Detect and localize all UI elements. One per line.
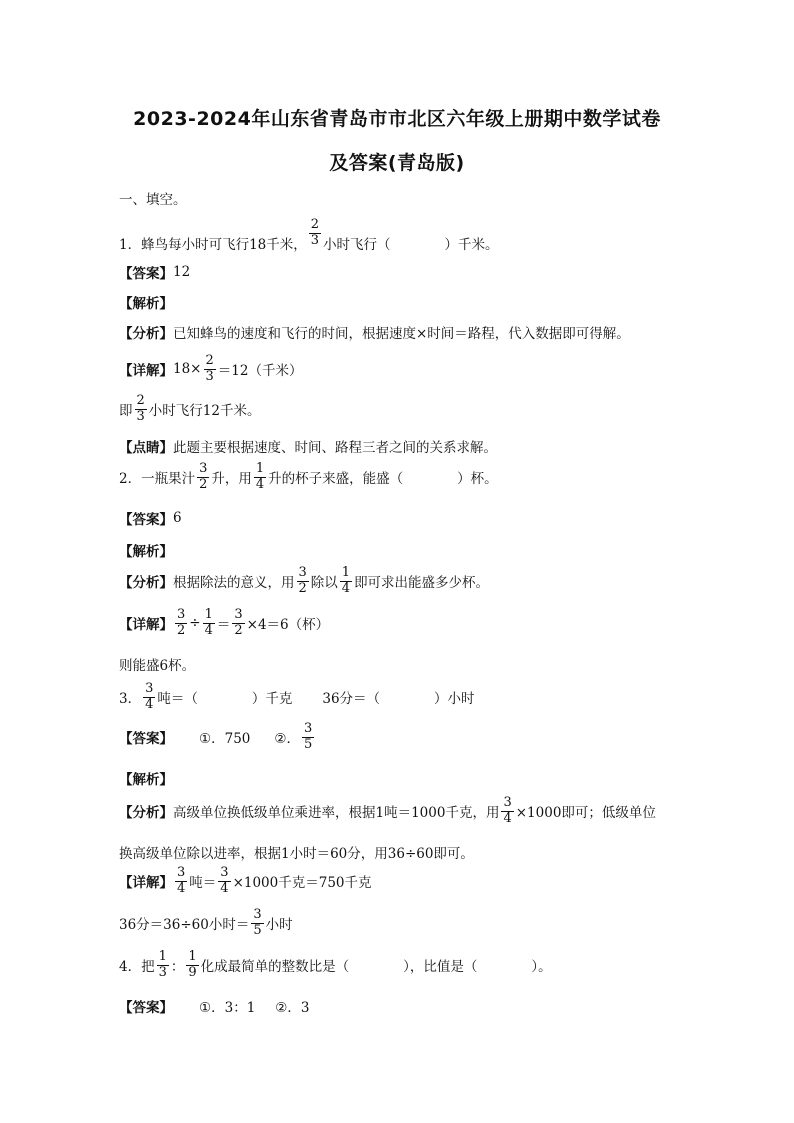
q2-f1-den: 2 [199,476,208,492]
q3-detail-line2 [119,908,293,939]
q3-line2-a: 36分＝36÷60小时＝ [119,917,250,934]
q3-ans-fraction [302,722,314,753]
fenxi-label: 【分析】 [119,575,173,592]
section-heading: 一、填空。 [119,192,187,208]
q2-detail-fraction-1 [175,608,187,639]
q3-line2-b: 小时 [265,917,293,934]
q3-af-num: 3 [303,721,313,736]
q2-f2-den: 4 [255,476,265,492]
q2-fenxi-b: 除以 [310,575,338,592]
q3-fenxi-b: ×1000即可；低级单位 [515,805,656,822]
q3-ans-2: ②． [274,731,300,748]
q2-fenxi-fraction-2 [340,566,352,597]
q4-prefix: 4．把 [119,959,155,976]
q3-af-den: 5 [303,736,313,752]
fenxi-label: 【分析】 [119,805,173,822]
q2-detail-fraction-3 [232,608,244,639]
q4-f2-num: 1 [188,949,197,964]
analysis-label: 【解析】 [119,296,173,312]
q1-line2-fraction [135,394,147,425]
answer-label: 【答案】 [119,731,173,748]
fenxi-label: 【分析】 [119,326,173,342]
q1-detail-b: ＝12（千米） [217,363,303,380]
q2-detail [119,608,329,639]
q2-detail-line2: 则能盛6杯。 [119,658,196,674]
q2-fraction-1 [197,462,209,493]
q3-df1-den: 4 [177,880,186,896]
answer-label: 【答案】 [119,512,173,528]
q2-ff2-den: 4 [341,580,351,596]
q2-ff1-den: 2 [298,580,307,596]
q3-detail [119,866,372,897]
q1-suffix: 小时飞行（ ）千米。 [323,237,499,254]
q3-fenxi-a: 高级单位换低级单位乘进率，根据1吨＝1000千克，用 [173,805,500,822]
q1-detail-line2 [119,394,260,425]
q4-suffix: 化成最简单的整数比是（ ），比值是（ ）。 [200,959,552,976]
xiangjie-label: 【详解】 [119,363,173,380]
q3-f1-num: 3 [145,681,154,696]
q2-f2-num: 1 [255,461,265,476]
q4-f1-num: 1 [158,949,167,964]
q2-suffix: 升的杯子来盛，能盛（ ）杯。 [268,471,498,488]
q1-f1-den: 3 [310,232,320,248]
q3-df2-den: 4 [220,880,229,896]
q3-line2-fraction [251,908,263,939]
q1-fenxi-text: 已知蜂鸟的速度和飞行的时间，根据速度×时间＝路程，代入数据即可得解。 [173,326,630,342]
q3-ff-den: 4 [503,810,512,826]
q1-fenxi [119,322,630,342]
q1-fraction [309,218,321,249]
q3-l2f-den: 5 [253,922,262,938]
q1-detail-fraction [204,354,216,385]
q2-fenxi-a: 根据除法的意义，用 [173,575,295,592]
q2-answer-value: 6 [173,510,182,526]
q1-detail [119,354,302,385]
q3-ans-1: ①．750 [199,731,251,748]
q2-prefix: 2．一瓶果汁 [119,471,196,488]
question-4 [119,950,552,981]
q1-detail-a: 18× [173,361,202,378]
q2-df3-num: 3 [234,607,243,622]
q1-line2-a: 即 [119,403,133,420]
q2-df3-den: 2 [234,622,243,638]
q2-detail-op2: ＝ [216,617,231,634]
q3-df1-num: 3 [177,865,186,880]
q3-f1-den: 4 [145,696,154,712]
q3-fenxi [119,796,656,827]
q3-fenxi-fraction [501,796,513,827]
q3-part1: 吨＝（ ）千克 [157,691,293,708]
q1-line2-b: 小时飞行12千米。 [148,403,261,420]
q3-detail-b: ×1000千克＝750千克 [232,875,372,892]
q3-l2f-num: 3 [253,907,262,922]
q1-dianjing-text: 此题主要根据速度、时间、路程三者之间的关系求解。 [173,440,497,456]
xiangjie-label: 【详解】 [119,617,173,634]
q3-analysis [119,768,173,788]
q4-fraction-2 [186,950,198,981]
q3-fraction [143,682,155,713]
dianjing-label: 【点睛】 [119,440,173,456]
q1-l2f-den: 3 [136,408,145,424]
q1-prefix: 1．蜂鸟每小时可飞行18千米， [119,237,307,254]
xiangjie-label: 【详解】 [119,875,173,892]
q1-answer-value: 12 [173,264,191,280]
q1-answer [119,262,190,282]
q2-ff1-num: 3 [298,565,307,580]
q2-answer [119,508,182,528]
q4-colon: ： [170,959,185,976]
answer-label: 【答案】 [119,266,173,282]
q4-ans-2: ②．3 [275,1000,310,1016]
q2-detail-tail: ×4＝6（杯） [246,617,330,634]
q4-answer [119,996,309,1016]
q4-f1-den: 3 [158,964,167,980]
q2-df1-den: 2 [177,622,186,638]
q4-fraction-1 [157,950,169,981]
q1-f1-num: 2 [310,217,320,232]
q1-df-den: 3 [205,368,214,384]
q2-detail-op1: ÷ [189,615,201,632]
q2-fraction-2 [254,462,266,493]
q2-mid: 升，用 [211,471,252,488]
question-3 [119,682,475,713]
q2-ff2-num: 1 [341,565,351,580]
q2-f1-num: 3 [199,461,208,476]
q1-df-num: 2 [205,353,214,368]
q4-ans-1: ①．3：1 [199,1000,256,1016]
q2-df2-den: 4 [204,622,213,638]
title-line-1: 2023-2024年山东省青岛市市北区六年级上册期中数学试卷 [133,108,661,130]
q3-detail-fraction-1 [175,866,187,897]
q2-fenxi-c: 即可求出能盛多少杯。 [354,575,490,592]
q3-ff-num: 3 [503,795,512,810]
q3-detail-fraction-2 [218,866,230,897]
analysis-label: 【解析】 [119,772,173,788]
analysis-label: 【解析】 [119,544,173,560]
q1-dianjing [119,436,497,456]
q2-fenxi-fraction-1 [297,566,309,597]
q2-fenxi [119,566,489,597]
q3-prefix: 3． [119,691,142,708]
q2-df1-num: 3 [177,607,186,622]
q2-df2-num: 1 [204,607,213,622]
q3-fenxi-line2: 换高级单位除以进率，根据1小时＝60分，用36÷60即可。 [119,846,474,862]
q2-analysis [119,540,173,560]
question-2 [119,462,498,493]
q1-l2f-num: 2 [136,393,145,408]
answer-label: 【答案】 [119,1000,173,1016]
q4-f2-den: 9 [188,964,197,980]
q3-part2: 36分＝（ ）小时 [322,691,475,708]
question-1 [119,217,499,259]
q3-detail-a: 吨＝ [189,875,217,892]
q2-detail-fraction-2 [203,608,215,639]
q3-df2-num: 3 [220,865,229,880]
q3-answer [119,722,316,753]
title-line-2: 及答案(青岛版) [329,152,465,174]
q1-analysis [119,292,173,312]
